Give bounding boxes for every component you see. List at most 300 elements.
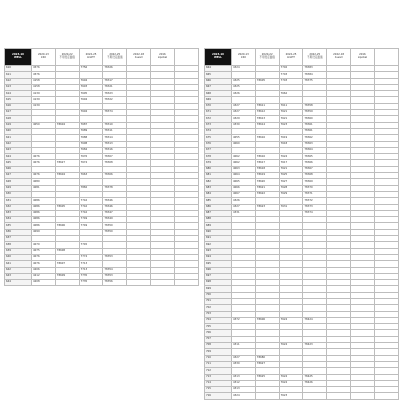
table-cell: 7623 [279, 122, 303, 128]
column-header-line2: 不用设定面值 [307, 56, 323, 59]
table-cell: 78604 [55, 122, 79, 128]
column-header [55, 49, 79, 66]
header-corner [205, 49, 232, 66]
header-corner-line1: 2023-16 [212, 53, 224, 57]
row-number-cell: 615 [5, 97, 32, 103]
table-cell: 7713 [79, 261, 103, 267]
header-row [205, 49, 399, 66]
row-number-cell: 681 [205, 173, 232, 179]
row-number-cell: 716 [205, 393, 232, 399]
table-cell: 7694 [79, 78, 103, 84]
column-header-line1: 2020-22 [261, 53, 273, 57]
table-cell: 78370 [303, 185, 327, 191]
row-number-cell: 672 [205, 116, 232, 122]
row-number-cell: 675 [205, 135, 232, 141]
row-number-cell: 678 [205, 154, 232, 160]
table-cell: 7617 [279, 160, 303, 166]
table-cell: 7749 [79, 217, 103, 223]
column-header-line1: 2022-25 [309, 53, 321, 57]
column-header-line1: 2016 [359, 53, 366, 57]
table-cell: 4070 [32, 242, 56, 248]
column-header [174, 49, 198, 66]
row-number-cell: 636 [5, 229, 32, 235]
table-cell: 78316 [103, 147, 127, 153]
table-cell: 78349 [103, 217, 127, 223]
table-cell: 78372 [303, 198, 327, 204]
column-header [327, 49, 351, 66]
table-cell: 4327 [232, 355, 256, 361]
table-cell: 78606 [55, 223, 79, 229]
table-cell: 78373 [303, 204, 327, 210]
row-number-cell: 610 [5, 66, 32, 72]
row-number-cell: 626 [5, 166, 32, 172]
row-number-cell: 613 [5, 84, 32, 90]
table-cell: 4331 [232, 210, 256, 216]
column-header [255, 49, 279, 66]
table-cell: 7742 [79, 204, 103, 210]
table-cell: 4065 [232, 179, 256, 185]
table-cell: 7621 [279, 166, 303, 172]
table-cell: 7694 [79, 97, 103, 103]
table-cell: 4139 [32, 97, 56, 103]
column-header-line2: Ir40 [40, 56, 46, 59]
row-number-cell: 643 [5, 273, 32, 279]
table-cell: 4081 [32, 185, 56, 191]
row-number-cell: 629 [5, 185, 32, 191]
row-number-cell: 634 [5, 217, 32, 223]
table-cell: 78605 [55, 204, 79, 210]
table-cell: 4066 [232, 185, 256, 191]
table-cell: 78371 [303, 191, 327, 197]
table-cell: 4576 [32, 72, 56, 78]
table-cell [174, 280, 198, 286]
row-number-cell: 677 [205, 147, 232, 153]
table-cell: 4086 [32, 204, 56, 210]
column-header-line1: 2022-25 [85, 53, 97, 57]
column-header-line2: X-well [334, 56, 343, 59]
row-number-cell: 619 [5, 122, 32, 128]
table-row [5, 280, 199, 286]
table-cell: 78619 [255, 173, 279, 179]
row-number-cell: 698 [205, 280, 232, 286]
table-cell: 4086 [32, 217, 56, 223]
table-cell: 78378 [103, 185, 127, 191]
header-corner [5, 49, 32, 66]
table-cell: 78362 [303, 135, 327, 141]
table-cell: 4075 [32, 248, 56, 254]
table-cell: 7688 [79, 135, 103, 141]
row-number-cell: 640 [5, 254, 32, 260]
table-cell: 4086 [32, 198, 56, 204]
table-cell: 4099 [32, 229, 56, 235]
table-cell: 4063 [232, 166, 256, 172]
table-cell: 78621 [255, 185, 279, 191]
table-cell: 7624 [279, 343, 303, 349]
row-number-cell: 618 [5, 116, 32, 122]
table-cell: 4076 [32, 261, 56, 267]
column-header-line2: 不用设定面值 [107, 56, 123, 59]
table-cell: 4080 [32, 179, 56, 185]
table-cell: 78369 [303, 179, 327, 185]
table-cell: 7735 [79, 273, 103, 279]
row-number-cell: 628 [5, 179, 32, 185]
table-cell: 78346 [103, 198, 127, 204]
row-number-cell: 680 [205, 166, 232, 172]
header-corner-line2: WELL [214, 56, 222, 59]
table-cell: 4327 [232, 110, 256, 116]
table-cell: 7621 [279, 116, 303, 122]
table-cell: 78306 [103, 173, 127, 179]
table-cell: 78321 [103, 84, 127, 90]
row-number-cell: 704 [205, 317, 232, 323]
table-cell: 4312 [232, 380, 256, 386]
column-header [79, 49, 103, 66]
table-cell: 4050 [32, 122, 56, 128]
column-header-line2: 不用设定面值 [59, 56, 75, 59]
table-cell: 7624 [279, 380, 303, 386]
column-header-line1: 2020-13 [237, 53, 249, 57]
table-cell: 7618 [279, 141, 303, 147]
table-cell: 7698 [79, 141, 103, 147]
table-cell: 78375 [303, 78, 327, 84]
row-number-cell: 686 [205, 204, 232, 210]
row-number-cell: 637 [5, 236, 32, 242]
table-cell: 7756 [79, 66, 103, 72]
table-cell: 78310 [103, 122, 127, 128]
table-cell: 78623 [255, 204, 279, 210]
table-cell: 7621 [279, 110, 303, 116]
row-number-cell: 694 [205, 254, 232, 260]
row-number-cell: 624 [5, 154, 32, 160]
table-cell: 78323 [103, 91, 127, 97]
header-corner-line1: 2023-16 [12, 53, 24, 57]
table-cell: 4139 [32, 91, 56, 97]
row-number-cell: 690 [205, 229, 232, 235]
table-cell [350, 393, 374, 399]
right-data-table [204, 48, 399, 400]
row-number-cell: 692 [205, 242, 232, 248]
table-cell: 4158 [32, 84, 56, 90]
column-header-line1: 2022-18 [333, 53, 344, 57]
left-data-table [4, 48, 199, 286]
row-number-cell: 695 [205, 261, 232, 267]
table-cell: 7629 [279, 191, 303, 197]
table-cell: 7662 [279, 91, 303, 97]
row-number-cell: 702 [205, 305, 232, 311]
table-cell [127, 280, 151, 286]
table-cell: 78617 [255, 160, 279, 166]
table-cell: 78354 [103, 267, 127, 273]
table-cell: 4212 [32, 273, 56, 279]
table-cell: 7624 [279, 374, 303, 380]
table-cell: 4062 [232, 160, 256, 166]
column-header [150, 49, 174, 66]
table-cell: 7749 [79, 223, 103, 229]
table-cell: 78622 [255, 191, 279, 197]
row-number-cell: 701 [205, 298, 232, 304]
table-cell: 78612 [255, 110, 279, 116]
table-cell: 7735 [79, 280, 103, 286]
table-cell: 78426 [303, 380, 327, 386]
table-cell: 78311 [103, 128, 127, 134]
table-cell: 7627 [279, 179, 303, 185]
table-cell [255, 393, 279, 399]
row-number-cell: 684 [205, 191, 232, 197]
table-cell: 78374 [103, 110, 127, 116]
table-cell: 4208 [32, 280, 56, 286]
table-cell: 4206 [32, 267, 56, 273]
table-cell: 78607 [55, 261, 79, 267]
table-cell: 4076 [32, 154, 56, 160]
table-cell [303, 393, 327, 399]
table-cell: 7623 [279, 393, 303, 399]
table-cell: 78618 [255, 166, 279, 172]
table-cell [150, 280, 174, 286]
header-row [5, 49, 199, 66]
table-cell: 7619 [279, 135, 303, 141]
table-cell: 4311 [232, 343, 256, 349]
row-number-cell: 715 [205, 387, 232, 393]
row-number-cell: 644 [5, 280, 32, 286]
table-cell: 4313 [232, 374, 256, 380]
table-cell: 78625 [255, 374, 279, 380]
row-number-cell: 668 [205, 91, 232, 97]
table-cell: 78606 [255, 317, 279, 323]
table-cell: 78308 [103, 160, 127, 166]
column-header-line2: Lipobel [357, 56, 368, 59]
column-header-line1: 2016 [159, 53, 166, 57]
column-header [279, 49, 303, 66]
row-number-cell: 620 [5, 128, 32, 134]
table-cell: 7663 [79, 173, 103, 179]
table-cell: 7742 [79, 210, 103, 216]
row-number-cell: 641 [5, 261, 32, 267]
table-row [205, 393, 399, 399]
table-cell: 78326 [103, 66, 127, 72]
table-cell: 7684 [79, 147, 103, 153]
table-cell: 78361 [303, 122, 327, 128]
table-cell: 4076 [32, 254, 56, 260]
table-cell: 78424 [303, 317, 327, 323]
table-cell: 78616 [255, 154, 279, 160]
row-number-cell: 611 [5, 72, 32, 78]
column-header [127, 49, 151, 66]
row-number-cell: 669 [205, 97, 232, 103]
table-cell: 4158 [32, 78, 56, 84]
table-cell: 78374 [303, 210, 327, 216]
table-cell: 7624 [279, 154, 303, 160]
table-cell: 78616 [255, 135, 279, 141]
row-number-cell: 642 [5, 267, 32, 273]
table-cell: 7628 [279, 185, 303, 191]
table-cell: 4325 [232, 78, 256, 84]
row-number-cell: 688 [205, 217, 232, 223]
row-number-cell: 671 [205, 110, 232, 116]
table-cell: 4329 [232, 116, 256, 122]
table-cell: 78359 [303, 110, 327, 116]
table-cell: 78680 [255, 355, 279, 361]
table-cell: 78608 [55, 248, 79, 254]
column-header [103, 49, 127, 66]
table-cell: 4055 [232, 135, 256, 141]
column-header [303, 49, 327, 66]
table-cell: 7611 [279, 103, 303, 109]
table-cell: 78368 [303, 173, 327, 179]
table-cell: 78350 [103, 229, 127, 235]
row-number-cell: 666 [205, 78, 232, 84]
row-number-cell: 621 [5, 135, 32, 141]
table-cell: 4327 [232, 103, 256, 109]
table-cell: 4324 [232, 66, 256, 72]
table-cell: 4064 [232, 173, 256, 179]
row-number-cell: 705 [205, 324, 232, 330]
column-header-line2: Lipobel [157, 56, 168, 59]
table-cell: 4062 [232, 154, 256, 160]
column-header [232, 49, 256, 66]
row-number-cell: 670 [205, 103, 232, 109]
row-number-cell: 706 [205, 330, 232, 336]
row-number-cell: 676 [205, 141, 232, 147]
table-cell: 78322 [103, 97, 127, 103]
column-header-line2: Ir40 [240, 56, 246, 59]
column-header-line1: 2020-13 [37, 53, 49, 57]
column-header-line1: 2022-18 [133, 53, 144, 57]
table-cell: 78367 [303, 166, 327, 172]
column-header-line2: X-well [134, 56, 143, 59]
table-cell: 7631 [279, 204, 303, 210]
row-number-cell: 673 [205, 122, 232, 128]
table-cell: 78604 [55, 173, 79, 179]
row-number-cell: 616 [5, 103, 32, 109]
table-cell: 78307 [103, 154, 127, 160]
table-cell: 7695 [79, 91, 103, 97]
table-cell: 7625 [279, 173, 303, 179]
row-number-cell: 712 [205, 368, 232, 374]
table-cell: 78317 [103, 78, 127, 84]
row-number-cell: 612 [5, 78, 32, 84]
table-cell: 78425 [303, 374, 327, 380]
row-number-cell: 713 [205, 374, 232, 380]
table-cell: 7745 [79, 242, 103, 248]
row-number-cell: 638 [5, 242, 32, 248]
table-cell: 78361 [303, 128, 327, 134]
column-header-line2: LIGHT [87, 56, 95, 59]
column-header [374, 49, 398, 66]
column-header [32, 49, 56, 66]
table-cell: 4067 [232, 191, 256, 197]
table-cell: 78614 [255, 122, 279, 128]
table-cell: 78620 [255, 179, 279, 185]
row-number-cell: 714 [205, 380, 232, 386]
table-cell: 78347 [103, 210, 127, 216]
column-header-line1: 2020-22 [61, 53, 73, 57]
table-cell: 4086 [32, 223, 56, 229]
table-cell: 4326 [232, 91, 256, 97]
table-cell [327, 393, 351, 399]
table-cell: 78366 [303, 160, 327, 166]
row-number-cell: 623 [5, 147, 32, 153]
table-cell: 7674 [79, 160, 103, 166]
table-cell: 78356 [103, 280, 127, 286]
row-number-cell: 708 [205, 343, 232, 349]
table-cell: 7694 [79, 110, 103, 116]
column-header [350, 49, 374, 66]
table-cell: 78353 [103, 273, 127, 279]
table-cell: 78627 [55, 160, 79, 166]
table-cell [374, 393, 398, 399]
row-number-cell: 664 [205, 66, 232, 72]
row-number-cell: 709 [205, 349, 232, 355]
row-number-cell: 697 [205, 273, 232, 279]
table-cell: 4076 [32, 160, 56, 166]
row-number-cell: 667 [205, 84, 232, 90]
table-cell [55, 280, 79, 286]
row-number-cell: 630 [5, 191, 32, 197]
table-cell: 4326 [232, 198, 256, 204]
table-cell: 78363 [303, 141, 327, 147]
table-cell: 78365 [303, 154, 327, 160]
row-number-cell: 633 [5, 210, 32, 216]
table-cell: 7703 [279, 72, 303, 78]
row-number-cell: 710 [205, 355, 232, 361]
table-cell: 4060 [232, 141, 256, 147]
row-number-cell: 639 [5, 248, 32, 254]
column-header-line2: LIGHT [287, 56, 295, 59]
table-cell: 78364 [303, 147, 327, 153]
table-cell: 4330 [232, 122, 256, 128]
table-cell: 7703 [279, 78, 303, 84]
row-number-cell: 635 [5, 223, 32, 229]
table-cell: 78350 [103, 223, 127, 229]
table-cell: 78314 [103, 135, 127, 141]
row-number-cell: 685 [205, 198, 232, 204]
row-number-cell: 683 [205, 185, 232, 191]
column-header-line1: 2022-25 [109, 53, 121, 57]
row-number-cell: 682 [205, 179, 232, 185]
table-cell: 7687 [79, 122, 103, 128]
row-number-cell: 622 [5, 141, 32, 147]
column-header-line2: 不用设定面值 [259, 56, 275, 59]
table-cell: 78353 [103, 254, 127, 260]
left-table-body [5, 66, 199, 286]
row-number-cell: 679 [205, 160, 232, 166]
right-table-body [205, 66, 399, 400]
table-cell: 4313 [232, 387, 256, 393]
table-cell: 4324 [232, 393, 256, 399]
row-number-cell: 703 [205, 311, 232, 317]
row-number-cell: 693 [205, 248, 232, 254]
table-cell: 7774 [79, 254, 103, 260]
table-cell: 7882 [79, 185, 103, 191]
row-number-cell: 617 [5, 110, 32, 116]
table-cell: 78360 [303, 116, 327, 122]
row-number-cell: 625 [5, 160, 32, 166]
table-cell: 78423 [303, 343, 327, 349]
table-cell: 7713 [79, 267, 103, 273]
row-number-cell: 711 [205, 361, 232, 367]
row-number-cell: 665 [205, 72, 232, 78]
row-number-cell: 687 [205, 210, 232, 216]
table-cell: 4330 [232, 361, 256, 367]
table-cell: 7676 [79, 154, 103, 160]
column-header-line1: 2022-25 [285, 53, 297, 57]
table-cell: 4372 [232, 317, 256, 323]
row-number-cell: 627 [5, 173, 32, 179]
row-number-cell: 689 [205, 223, 232, 229]
table-cell: 78605 [255, 78, 279, 84]
row-number-cell: 691 [205, 236, 232, 242]
table-cell: 78627 [255, 361, 279, 367]
